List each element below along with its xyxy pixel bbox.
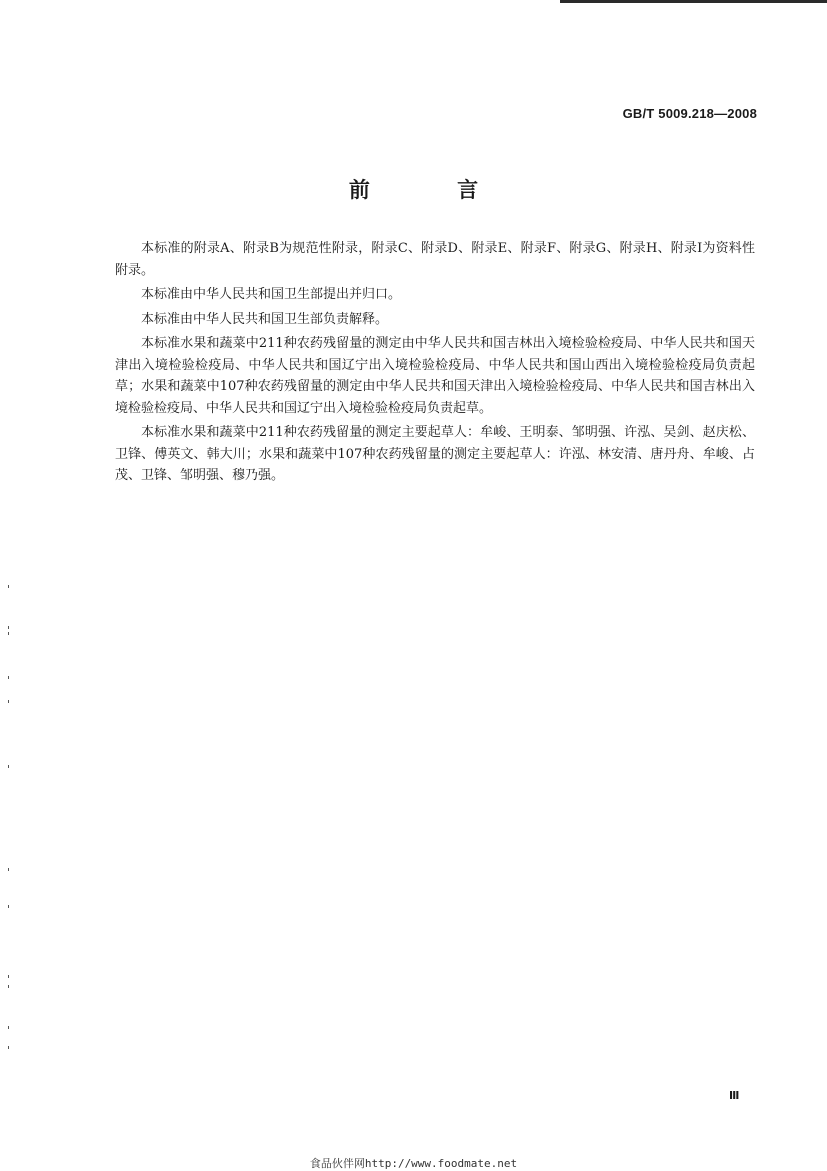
foreword-body [115,238,755,490]
scan-artifact [8,765,9,768]
scan-artifact [8,975,9,978]
scan-artifact [8,700,9,703]
scan-artifact [8,676,9,679]
scan-artifact [8,585,9,588]
scan-artifact [8,1026,9,1029]
scan-artifact [8,626,9,629]
page-number: Ⅲ [729,1090,740,1102]
scan-artifact [8,632,9,635]
scan-artifact [8,905,9,908]
paragraph-drafters: 本标准水果和蔬菜中211种农药残留量的测定主要起草人：牟峻、王明泰、邹明强、许泓、吴剑、赵庆松、卫锋、傅英文、韩大川；水果和蔬菜中107种农药残留量的测定主要起草人：许泓、林安清、唐丹舟、牟峻、占茂、卫锋、邹明强、穆乃强。 [115,425,755,483]
scan-artifact [8,1046,9,1049]
scan-top-rule [560,0,827,3]
footer-watermark: 食品伙伴网http://www.foodmate.net [309,1157,518,1170]
paragraph-proposed-by: 本标准由中华人民共和国卫生部提出并归口。 [141,287,402,302]
paragraph-annex-info: 本标准的附录A、附录B为规范性附录，附录C、附录D、附录E、附录F、附录G、附录H、附录I为资料性附录。 [115,241,755,278]
paragraph-drafting-units: 本标准水果和蔬菜中211种农药残留量的测定由中华人民共和国吉林出入境检验检疫局、中华人民共和国天津出入境检验检疫局、中华人民共和国辽宁出入境检验检疫局、中华人民共和国山西出入境检验检疫局负责起草；水果和蔬菜中107种农药残留量的测定由中华人民共和国天津出入境检验检疫局、中华人民共和国吉林出入境检验检疫局、中华人民共和国辽宁出入境检验检疫局负责起草。 [115,336,755,416]
paragraph-interpreted-by: 本标准由中华人民共和国卫生部负责解释。 [141,311,389,327]
scan-artifact [8,985,9,988]
scan-artifact [8,868,9,871]
standard-code: GB/T 5009.218—2008 [622,106,757,121]
page-title: 前 言 [348,178,519,202]
